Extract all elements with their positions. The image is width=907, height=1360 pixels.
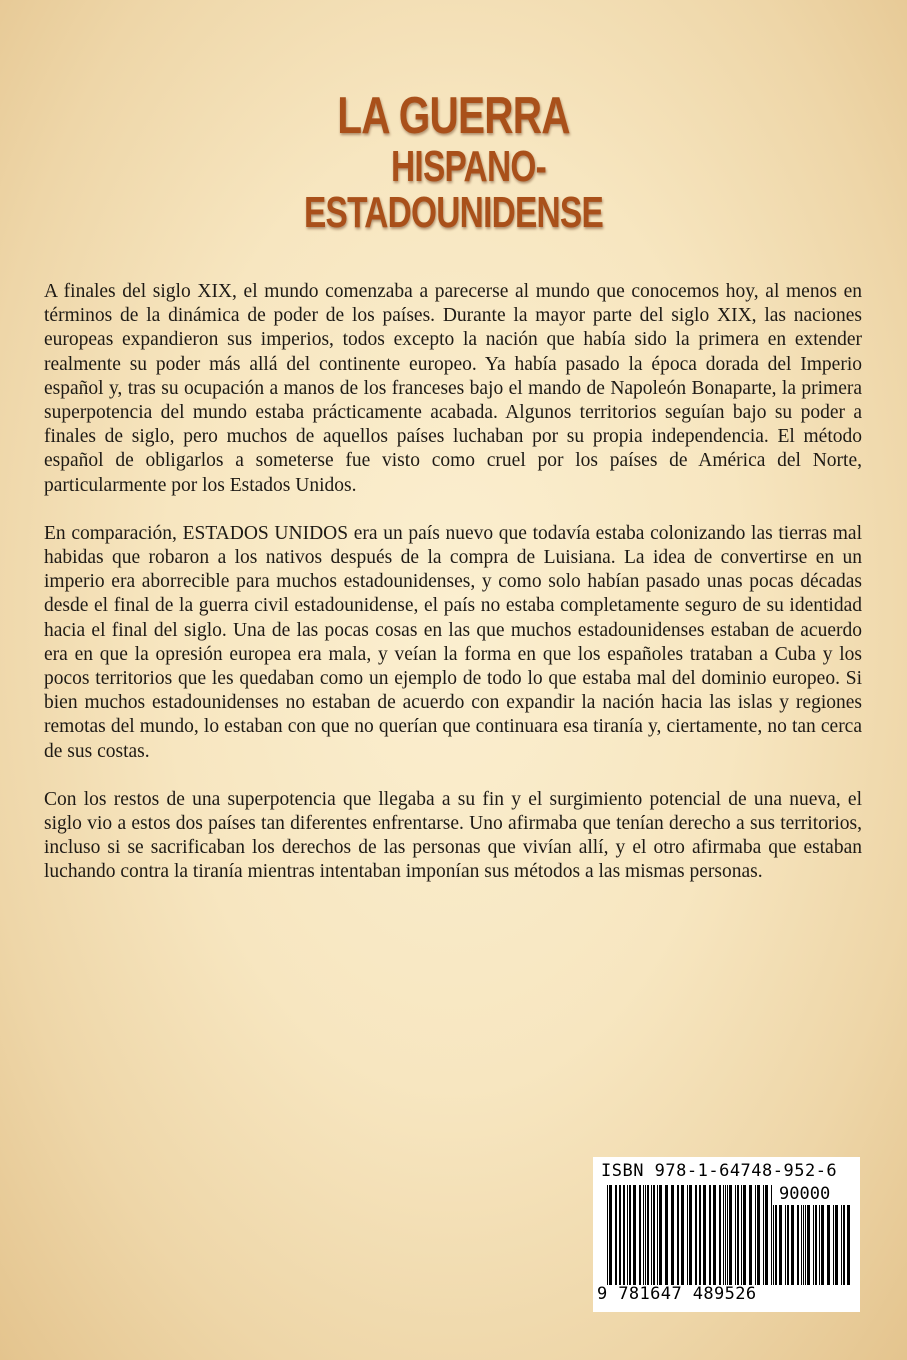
barcode-bar [749, 1185, 752, 1285]
barcode-bar [619, 1185, 621, 1285]
barcode-bar [757, 1185, 760, 1285]
barcode-bar [779, 1205, 782, 1285]
barcode-bar [713, 1185, 716, 1285]
barcode-bar [743, 1185, 746, 1285]
barcode-bar [841, 1205, 842, 1285]
barcode-bar [723, 1185, 724, 1285]
barcode-bar [671, 1185, 674, 1285]
barcode-bar [835, 1205, 838, 1285]
barcode-bar [819, 1205, 820, 1285]
barcode-bar [627, 1185, 628, 1285]
barcode-bar [699, 1185, 701, 1285]
barcode-bar [843, 1205, 845, 1285]
isbn-label: ISBN 978-1-64748-952-6 [601, 1161, 838, 1181]
barcode-bar [647, 1185, 649, 1285]
barcode-bar [607, 1185, 608, 1285]
barcode-bar [695, 1185, 697, 1285]
barcode-bar [847, 1205, 850, 1285]
barcode-bar [651, 1185, 652, 1285]
blurb-paragraph-2: En comparación, ESTADOS UNIDOS era un país nuevo que todavía estaba colonizando las tierras mal habidas que robaron a los nativos después de la compra de Luisiana. La idea de convertirse en un imperio era aborrecible para muchos estadounidenses, y como solo habían pasado unas pocas décadas desde el final de la guerra civil estadounidense, el país no estaba completamente seguro de su identidad hacia el final del siglo. Una de las pocas cosas en las que muchos estadounidenses estaban de acuerdo era en que la opresión europea era mala, y veían la forma en que los españoles trataban a Cuba y los pocos territorios que les quedaban como un ejemplo de todo lo que estaba mal del dominio europeo. Si bien muchos estadounidenses no estaban de acuerdo con expandir la nación hacia las islas y regiones remotas del mundo, lo estaban con que no querían que continuara esa tiranía y, ciertamente, no tan cerca de sus costas. [44, 522, 862, 762]
barcode-bar [821, 1205, 824, 1285]
barcode-bar [813, 1205, 814, 1285]
barcode-bar [787, 1205, 789, 1285]
barcode-bar [827, 1205, 830, 1285]
barcode-bar [681, 1185, 684, 1285]
barcode-bar [725, 1185, 726, 1285]
barcode-bar [643, 1185, 644, 1285]
barcode-bar [719, 1185, 721, 1285]
barcode-bar [807, 1205, 810, 1285]
barcode-bar [765, 1185, 768, 1285]
barcode-bar [633, 1185, 636, 1285]
barcode-bar [639, 1185, 641, 1285]
title-line-2: HISPANO- [391, 142, 546, 191]
barcode-bar [803, 1205, 804, 1285]
barcode-bar [609, 1185, 612, 1285]
barcode-bar [653, 1185, 655, 1285]
barcode-bar [805, 1205, 806, 1285]
barcode-bar [657, 1185, 658, 1285]
barcode-bars [607, 1185, 772, 1285]
barcode-bar [623, 1185, 625, 1285]
barcode-bar [659, 1185, 662, 1285]
barcode-bar [709, 1185, 711, 1285]
barcode-bar [645, 1185, 646, 1285]
barcode-bar [797, 1205, 799, 1285]
barcode-bar [785, 1205, 786, 1285]
barcode-bar [665, 1185, 668, 1285]
barcode-bar [687, 1185, 688, 1285]
barcode-bar [727, 1185, 728, 1285]
barcode-bar [615, 1185, 617, 1285]
isbn-barcode [593, 1157, 860, 1312]
barcode-addon-bars [773, 1205, 853, 1285]
book-title [0, 88, 907, 236]
blurb-paragraph-3: Con los restos de una superpotencia que llegaba a su fin y el surgimiento potencial de una nueva, el siglo vio a estos dos países tan diferentes enfrentarse. Uno afirmaba que tenían derecho a sus territorios, incluso si se sacrificaban los derechos de las personas que vivían allí, y el otro afirmaba que estaban luchando contra la tiranía mientras intentaban imponían sus métodos a las mismas personas. [44, 788, 862, 883]
barcode-bar [791, 1205, 794, 1285]
barcode-bar [677, 1185, 679, 1285]
barcode-bar [833, 1205, 834, 1285]
barcode-bar [703, 1185, 706, 1285]
barcode-bar [755, 1185, 756, 1285]
blurb-text [44, 280, 862, 909]
barcode-bar [763, 1185, 764, 1285]
barcode-bar [741, 1185, 742, 1285]
barcode-bar [801, 1205, 802, 1285]
barcode-bar [815, 1205, 817, 1285]
price-code: 90000 [779, 1184, 831, 1204]
barcode-bar [729, 1185, 732, 1285]
barcode-bar [775, 1205, 777, 1285]
title-line-1: LA GUERRA [337, 87, 570, 145]
barcode-bar [771, 1185, 772, 1285]
barcode-bar [629, 1185, 631, 1285]
barcode-number: 9 781647 489526 [597, 1284, 757, 1304]
title-line-3: ESTADOUNIDENSE [303, 188, 604, 237]
barcode-bar [737, 1185, 739, 1285]
barcode-bar [735, 1185, 736, 1285]
blurb-paragraph-1: A finales del siglo XIX, el mundo comenzaba a parecerse al mundo que conocemos hoy, al menos en términos de la dinámica de poder de los países. Durante la mayor parte del siglo XIX, las naciones europeas expandieron sus imperios, todos excepto la nación que había sido la primera en extender realmente su poder más allá del continente europeo. Ya había pasado la época dorada del Imperio español y, tras su ocupación a manos de los franceses bajo el mando de Napoleón Bonaparte, la primera superpotencia del mundo estaba prácticamente acabada. Algunos territorios seguían bajo su poder a finales de siglo, pero muchos de aquellos países luchaban por su propia independencia. El método español de obligarlos a someterse fue visto como cruel por los países de América del Norte, particularmente por los Estados Unidos. [44, 281, 862, 496]
barcode-bar [773, 1205, 774, 1285]
barcode-bar [689, 1185, 692, 1285]
